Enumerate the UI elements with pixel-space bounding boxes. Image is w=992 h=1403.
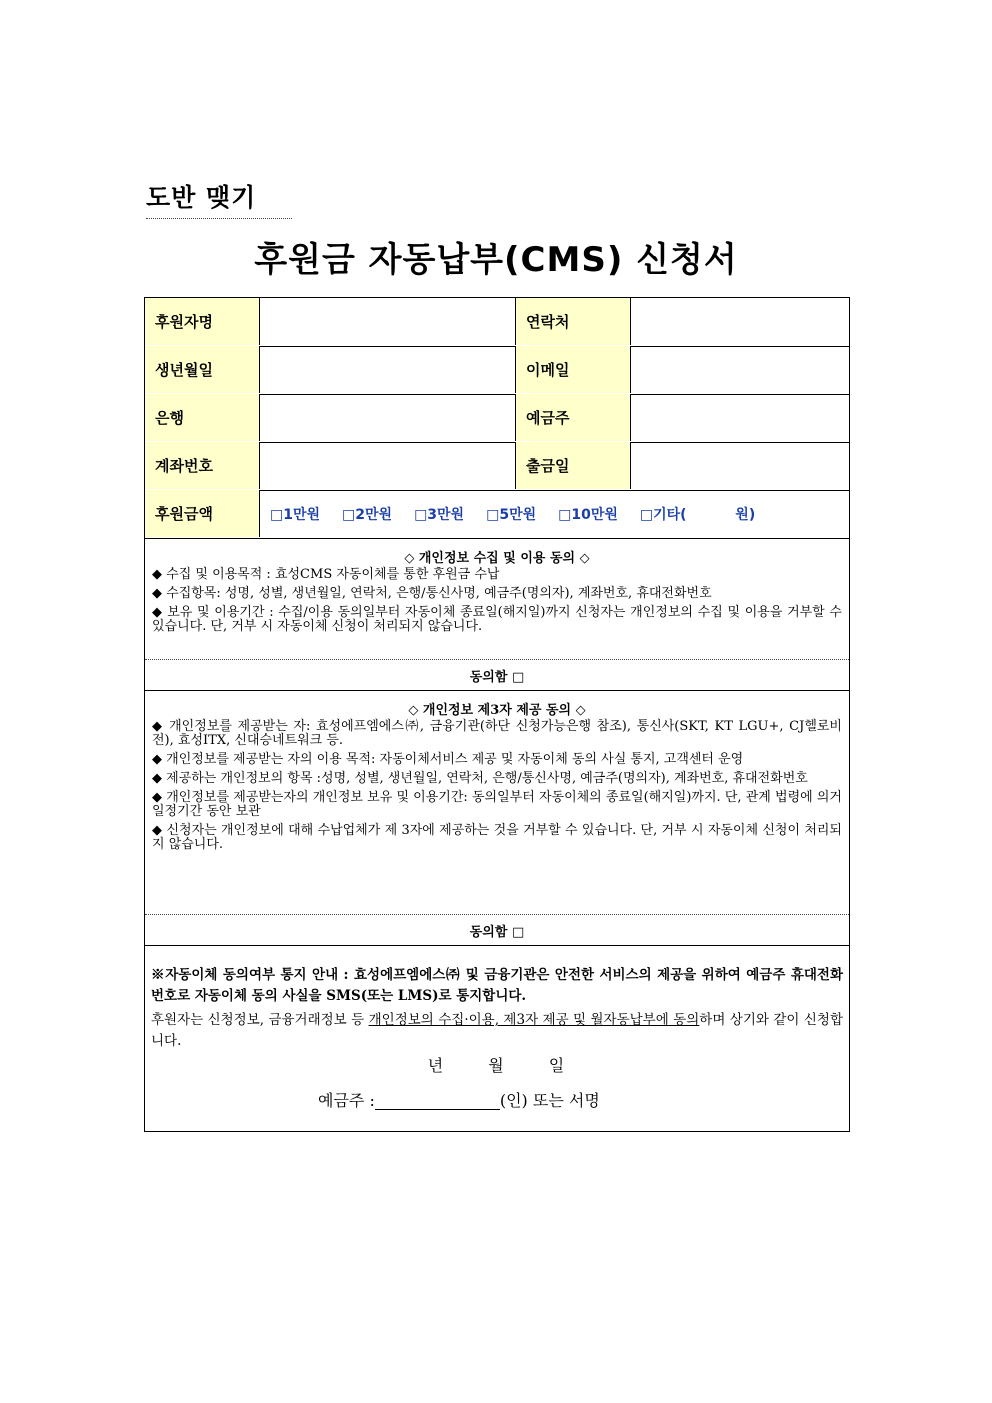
amount-option-2[interactable]: □2만원 — [342, 506, 393, 523]
amount-option-1[interactable]: □1만원 — [270, 506, 321, 523]
depositor-field[interactable] — [632, 394, 849, 441]
label-birth: 생년월일 — [145, 346, 260, 393]
signature-line: 예금주 : (인) 또는 서명 — [318, 1091, 600, 1110]
privacy-item: ◆ 보유 및 이용기간 : 수집/이용 동의일부터 자동이체 종료일(해지일)까지 신청자는 개인정보의 수집 및 이용을 거부할 수 있습니다. 단, 거부 시 자동이체 신청이 처리되지 않습니다. — [152, 605, 842, 634]
section-header: 도반 맺기 — [146, 178, 292, 219]
amount-options — [270, 490, 777, 537]
third-party-item: ◆ 신청자는 개인정보에 대해 수납업체가 제 3자에 제공하는 것을 거부할 수 있습니다. 단, 거부 시 자동이체 신청이 처리되지 않습니다. — [152, 823, 842, 852]
form-title: 후원금 자동납부(CMS) 신청서 — [254, 240, 738, 280]
sponsor-name-field[interactable] — [261, 298, 515, 345]
signature-field[interactable] — [375, 1093, 500, 1110]
consent-statement: 후원자는 신청정보, 금융거래정보 등 개인정보의 수집·이용, 제3자 제공 및 월자동납부에 동의하며 상기와 같이 신청합니다. — [151, 1012, 843, 1049]
label-depositor: 예금주 — [515, 394, 631, 441]
contact-field[interactable] — [632, 298, 849, 345]
privacy-consent-section — [145, 552, 849, 639]
birth-field[interactable] — [261, 346, 515, 393]
third-party-agree-checkbox[interactable]: 동의함 □ — [145, 914, 849, 946]
third-party-consent-section — [145, 704, 849, 857]
privacy-item: ◆ 수집 및 이용목적 : 효성CMS 자동이체를 통한 후원금 수납 — [152, 567, 500, 582]
third-party-item: ◆ 개인정보를 제공받는 자: 효성에프엠에스㈜, 금융기관(하단 신청가능은행 참조), 통신사(SKT, KT LGU+, CJ헬로비전), 효성ITX, 신대승네트워크 등. — [152, 719, 842, 748]
amount-option-10[interactable]: □10만원 — [558, 506, 618, 523]
label-sponsor-name: 후원자명 — [145, 298, 260, 345]
notice-section — [145, 965, 849, 1055]
amount-option-5[interactable]: □5만원 — [486, 506, 537, 523]
sms-notice: ※자동이체 동의여부 통지 안내 : 효성에프엠에스㈜ 및 금융기관은 안전한 서비스의 제공을 위하여 예금주 휴대전화번호로 자동이체 동의 사실을 SMS(또는 LMS)로 통지합니다. — [151, 967, 843, 1004]
date-line: 년 월 일 — [427, 1056, 565, 1075]
email-field[interactable] — [632, 346, 849, 393]
label-account: 계좌번호 — [145, 442, 260, 489]
label-bank: 은행 — [145, 394, 260, 441]
third-party-item: ◆ 개인정보를 제공받는자의 개인정보 보유 및 이용기간: 동의일부터 자동이체의 종료일(해지일)까지. 단, 관계 법령에 의거 일정기간 동안 보관 — [152, 790, 842, 819]
privacy-item: ◆ 수집항목: 성명, 성별, 생년월일, 연락처, 은행/통신사명, 예금주(명의자), 계좌번호, 휴대전화번호 — [152, 586, 712, 601]
amount-option-3[interactable]: □3만원 — [414, 506, 465, 523]
bank-field[interactable] — [261, 394, 515, 441]
row-account-day — [145, 442, 849, 491]
row-birth-email — [145, 346, 849, 395]
privacy-heading: ◇ 개인정보 수집 및 이용 동의 ◇ — [404, 551, 590, 566]
third-party-heading: ◇ 개인정보 제3자 제공 동의 ◇ — [408, 703, 586, 718]
third-party-item: ◆ 제공하는 개인정보의 항목 :성명, 성별, 생년월일, 연락처, 은행/통신사명, 예금주(명의자), 계좌번호, 휴대전화번호 — [152, 771, 808, 786]
third-party-item: ◆ 개인정보를 제공받는 자의 이용 목적: 자동이체서비스 제공 및 자동이체 동의 사실 통지, 고객센터 운영 — [152, 752, 744, 767]
label-contact: 연락처 — [515, 298, 631, 345]
privacy-agree-checkbox[interactable]: 동의함 □ — [145, 659, 849, 691]
label-withdraw-day: 출금일 — [515, 442, 631, 489]
account-field[interactable] — [261, 442, 515, 489]
label-email: 이메일 — [515, 346, 631, 393]
withdraw-day-field[interactable] — [632, 442, 849, 489]
row-bank-depositor — [145, 394, 849, 443]
amount-option-other[interactable]: □기타( 원) — [639, 506, 756, 523]
row-amount — [145, 490, 849, 539]
row-name-contact — [145, 298, 849, 347]
label-amount: 후원금액 — [145, 490, 260, 537]
